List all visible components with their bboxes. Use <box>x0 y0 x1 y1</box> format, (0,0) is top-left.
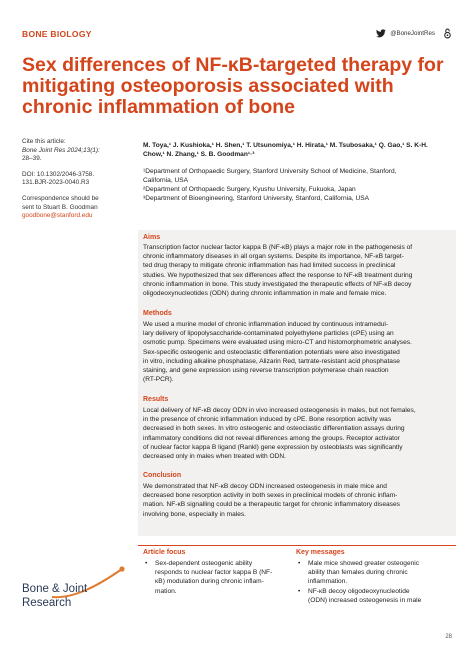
abstract-line: (RT-PCR). <box>143 376 174 384</box>
sidebar <box>22 138 122 228</box>
abstract-line: Local delivery of NF-κB decoy ODN in vivo increased osteogenesis in males, but not females, <box>143 407 416 414</box>
results-text <box>143 406 451 461</box>
aims-heading: Aims <box>143 234 161 241</box>
list-line: ability than females during chronic <box>308 569 408 577</box>
logo-line2: Research <box>22 597 72 609</box>
article-focus-heading: Article focus <box>143 549 186 556</box>
correspondence-line1: Correspondence should be <box>22 194 99 202</box>
page-number: 28 <box>445 634 452 640</box>
abstract-line: staining, and gene expression using reverse transcription polymerase chain reaction <box>143 367 389 375</box>
list-item <box>296 559 452 587</box>
list-line: κB) modulation during chronic inflam- <box>155 578 264 586</box>
results-heading: Results <box>143 396 169 403</box>
list-line: inflammation. <box>308 578 348 586</box>
logo-line1: Bone & Joint <box>22 583 88 595</box>
abstract-line: mation. NF-κB signalling could be a therapeutic target for chronic inflammatory diseases <box>143 501 400 509</box>
doi-suffix[interactable]: 131.BJR-2023-0040.R3 <box>22 179 90 187</box>
abstract-line: Transcription factor nuclear factor kappa B (NF-κB) plays a major role in the pathogenesis of <box>143 244 413 251</box>
cite-label: Cite this article: <box>22 138 66 145</box>
twitter-handle[interactable]: @BoneJointRes <box>390 30 435 37</box>
abstract-line: We demonstrated that NF-κB decoy ODN increased osteogenesis in male mice and <box>143 483 387 490</box>
abstract-line: in the presence of chronic inflammation induced by cPE. Bone resorption activity was <box>143 416 392 424</box>
methods-text <box>143 320 451 384</box>
list-line: mation. <box>155 587 177 595</box>
authors-line: Chow,¹ N. Zhang,¹ S. B. Goodman¹·³ <box>143 151 255 158</box>
abstract-line: ted drug therapy to mitigate chronic inflammation has had limited success in preclinical <box>143 262 396 270</box>
abstract-line: of nuclear factor kappa Β ligand (Rankl) gene expression by osteoblasts was significantly <box>143 443 403 451</box>
abstract-line: involving bone, especially in males. <box>143 510 246 518</box>
abstract-line: inflammatory conditions did not reveal differences among the groups. Receptor activator <box>143 434 400 442</box>
abstract-line: decreased in both sexes. In vitro osteogenic and osteoclastic differentiation assays during <box>143 425 405 433</box>
abstract-line: decreased bone resorption activity in both sexes in preclinical models of chronic inflam- <box>143 492 398 500</box>
cite-pages: 28–39. <box>22 155 42 163</box>
abstract-line: We used a murine model of chronic inflammation induced by continuous intramedul- <box>143 321 389 328</box>
abstract-line: oligodeoxynucleotides (ODN) during chronic inflammation in male and female mice. <box>143 290 387 298</box>
author-list <box>143 141 455 159</box>
correspondence-email[interactable]: goodbone@stanford.edu <box>22 212 93 220</box>
abstract-line: osmotic pump. Specimens were evaluated using micro-CT and histomorphometric analyses. <box>143 339 412 347</box>
affiliation: ¹Department of Orthopaedic Surgery, Stanford University School of Medicine, Stanford, <box>143 168 397 175</box>
key-messages-heading: Key messages <box>296 549 345 556</box>
key-messages-list <box>296 559 452 605</box>
section-label: BONE BIOLOGY <box>22 29 92 39</box>
abstract-line: Sex-specific osteogenic and osteoclastic differentiation potentials were also investigated <box>143 348 400 356</box>
abstract-line: decreased only in males when treated with ODN. <box>143 453 286 461</box>
abstract-line: chronic inflammation in bone. This study investigated the therapeutic effects of NF-κB decoy <box>143 280 412 288</box>
header-social <box>376 28 452 39</box>
list-line: • Sex-dependent osteogenic ability <box>155 560 253 567</box>
conclusion-heading: Conclusion <box>143 472 182 479</box>
article-focus-list <box>143 559 289 596</box>
aims-text <box>143 243 451 298</box>
correspondence-line2: sent to Stuart B. Goodman <box>22 203 98 211</box>
journal-logo <box>22 563 132 618</box>
article-title: Sex differences of NF-κB-targeted therapy for mitigating osteoporosis associated with chronic inflammation of bone <box>22 54 444 118</box>
abstract-line: lary delivery of lipopolysaccharide-contaminated polyethylene particles (cPE) using an <box>143 330 394 338</box>
authors-line: M. Toya,¹ J. Kushioka,¹ H. Shen,¹ T. Utsunomiya,¹ H. Hirata,¹ M. Tsubosaka,¹ Q. Gao,¹ S. K-H. <box>143 142 428 149</box>
list-line: responds to nuclear factor kappa B (NF- <box>155 569 273 577</box>
affiliations <box>143 167 455 203</box>
methods-heading: Methods <box>143 310 172 317</box>
abstract-line: chronic inflammatory diseases in all organ systems. Despite its importance, NF-κB target- <box>143 253 404 261</box>
affiliation: ³Department of Bioengineering, Stanford University, Stanford, California, USA <box>143 195 370 202</box>
affiliation: California, USA <box>143 177 189 184</box>
abstract-line: studies. We hypothesized that sex differences affect the response to NF-κB treatment during <box>143 271 413 279</box>
list-line: • Male mice showed greater osteogenic <box>308 560 420 567</box>
cite-journal: Bone Joint Res 2024;13(1): <box>22 146 100 154</box>
conclusion-text <box>143 482 451 519</box>
abstract-line: in vitro, including alkaline phosphatase, Alizarin Red, tartrate-resistant acid phosphatase <box>143 357 400 365</box>
divider <box>138 545 456 546</box>
list-line: (ODN) increased osteogenesis in male <box>308 596 422 604</box>
list-item <box>143 559 289 596</box>
open-access-icon <box>443 28 452 39</box>
doi[interactable]: DOI: 10.1302/2046-3758. <box>22 170 95 178</box>
affiliation: ²Department of Orthopaedic Surgery, Kyushu University, Fukuoka, Japan <box>143 186 356 193</box>
list-line: • NF-κB decoy oligodeoxynucleotide <box>308 587 410 595</box>
twitter-icon[interactable] <box>376 29 386 38</box>
list-item <box>296 587 452 605</box>
